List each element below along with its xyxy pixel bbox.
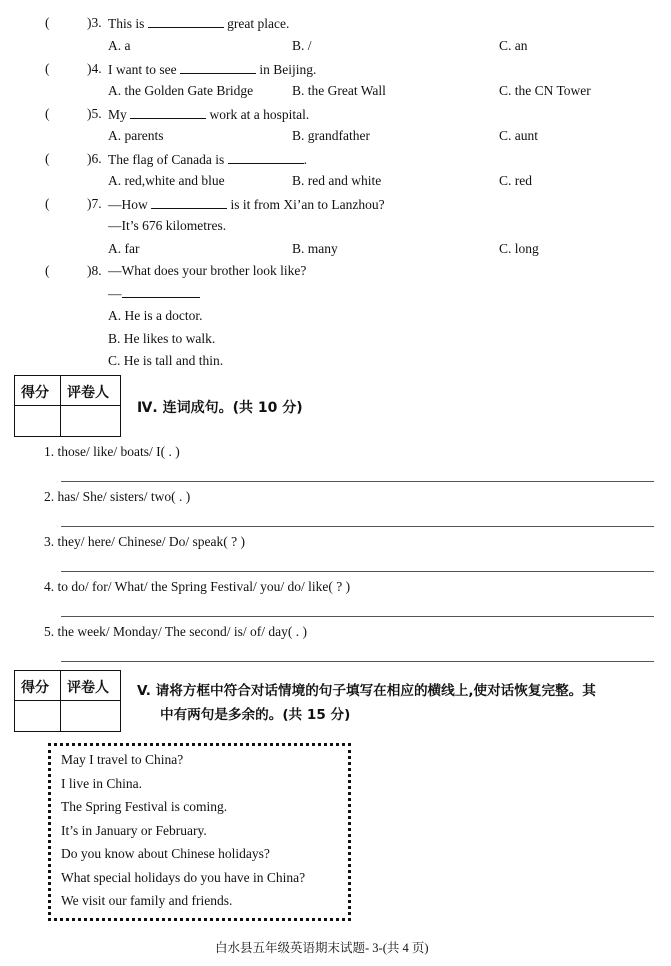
question-number: )5. [87,106,102,121]
dialog-reply [108,285,200,302]
answer-blank[interactable] [122,285,200,298]
section-v-title-line1: V. 请将方框中符合对话情境的句子填写在相应的横线上,使对话恢复完整。其 [137,683,596,699]
reorder-item-4: 4. to do/ for/ What/ the Spring Festival/ you/ do/ like( ? ) [44,579,351,594]
answer-line[interactable] [61,481,654,482]
question-stem [108,15,289,32]
question-stem [108,106,309,123]
score-cell[interactable] [15,407,59,436]
section-iv-title: Ⅳ. 连词成句。(共 10 分) [137,400,303,416]
sentence-option: Do you know about Chinese holidays? [61,846,270,861]
answer-blank[interactable] [130,106,206,119]
stem-text: —How [108,197,148,212]
stem-text: This is [108,16,145,31]
option-b: B. red and white [292,173,382,188]
answer-line[interactable] [61,571,654,572]
option-c: C. He is tall and thin. [108,353,224,368]
answer-paren-open: ( [45,106,50,121]
stem-text: The flag of Canada is [108,152,225,167]
stem-text: I want to see [108,62,177,77]
reorder-item-3: 3. they/ here/ Chinese/ Do/ speak( ? ) [44,534,245,549]
option-c: C. the CN Tower [499,83,591,98]
option-b: B. grandfather [292,128,370,143]
sentence-option: We visit our family and friends. [61,893,233,908]
answer-paren-open: ( [45,151,50,166]
question-stem [108,61,316,78]
option-c: C. aunt [499,128,538,143]
question-stem [108,151,307,168]
score-label: 得分 [21,385,49,401]
dash-text: — [108,286,122,301]
table-divider [15,405,120,406]
question-number: )8. [87,263,102,278]
question-number: )3. [87,15,102,30]
question-number: )6. [87,151,102,166]
answer-blank[interactable] [148,15,224,28]
answer-line[interactable] [61,616,654,617]
stem-after-text: great place. [227,16,290,31]
stem-after-text: . [303,152,307,167]
sentence-option: It’s in January or February. [61,823,207,838]
question-number: )7. [87,196,102,211]
section-v-title-line2: 中有两句是多余的。(共 15 分) [160,707,351,723]
reorder-item-5: 5. the week/ Monday/ The second/ is/ of/ day( . ) [44,624,307,639]
answer-line[interactable] [61,526,654,527]
answer-blank[interactable] [228,151,304,164]
score-label: 得分 [21,680,49,696]
option-c: C. long [499,241,539,256]
answer-paren-open: ( [45,15,50,30]
option-b: B. He likes to walk. [108,331,216,346]
option-c: C. an [499,38,528,53]
reorder-item-1: 1. those/ like/ boats/ I( . ) [44,444,180,459]
sentence-box [48,743,351,921]
sentence-option: The Spring Festival is coming. [61,799,228,814]
option-b: B. many [292,241,338,256]
grader-cell[interactable] [62,702,120,731]
question-number: )4. [87,61,102,76]
answer-blank[interactable] [151,196,227,209]
table-divider [60,376,61,436]
stem-after-text: in Beijing. [259,62,317,77]
page-footer: 白水县五年级英语期末试题- 3-(共 4 页) [215,941,429,955]
score-table [14,375,121,437]
answer-paren-open: ( [45,61,50,76]
score-cell[interactable] [15,702,59,731]
option-a: A. parents [108,128,164,143]
option-c: C. red [499,173,532,188]
answer-paren-open: ( [45,196,50,211]
table-divider [15,700,120,701]
question-stem [108,196,385,213]
sentence-option: What special holidays do you have in China? [61,870,306,885]
option-a: A. the Golden Gate Bridge [108,83,254,98]
option-a: A. far [108,241,140,256]
option-b: B. / [292,38,312,53]
grader-label: 评卷人 [67,385,109,401]
stem-after-text: work at a hospital. [209,107,310,122]
sentence-option: I live in China. [61,776,142,791]
grader-cell[interactable] [62,407,120,436]
stem-text: My [108,107,127,122]
stem-after-text: is it from Xi’an to Lanzhou? [230,197,385,212]
answer-line[interactable] [61,661,654,662]
option-b: B. the Great Wall [292,83,386,98]
option-a: A. a [108,38,131,53]
table-divider [60,671,61,731]
answer-blank[interactable] [180,61,256,74]
score-table [14,670,121,732]
option-a: A. red,white and blue [108,173,225,188]
answer-paren-open: ( [45,263,50,278]
dialog-reply: —It’s 676 kilometres. [108,218,227,233]
sentence-option: May I travel to China? [61,752,184,767]
reorder-item-2: 2. has/ She/ sisters/ two( . ) [44,489,191,504]
option-a: A. He is a doctor. [108,308,203,323]
question-stem: —What does your brother look like? [108,263,307,278]
grader-label: 评卷人 [67,680,109,696]
